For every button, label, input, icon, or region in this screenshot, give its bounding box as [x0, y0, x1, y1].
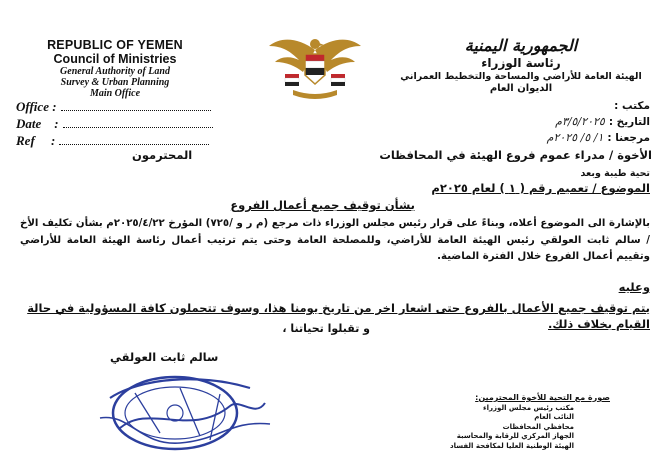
authority-name-ar: الهيئة العامة للأراضي والمساحة والتخطيط العمراني: [400, 71, 642, 82]
addressee-line: [132, 148, 652, 162]
letter-body: [20, 216, 650, 266]
office-name-en: Main Office: [89, 88, 141, 100]
ar-ref-field: [547, 130, 650, 146]
date-dots: [63, 117, 213, 128]
office-name-ar: الديوان العام: [489, 82, 553, 94]
copy-item: مكتب رئيس مجلس الوزراء: [483, 403, 574, 412]
copy-item: النائب العام: [534, 413, 574, 422]
copy-item: الهيئة الوطنية العليا لمكافحة الفساد: [450, 441, 574, 450]
reference-fields-ar: [547, 98, 650, 146]
addressee: الأخوة / مدراء عموم فروع الهيئة في المحافظات: [379, 148, 652, 162]
arabic-letterhead: [396, 36, 646, 95]
authority-name-en: General Authority of Land: [60, 66, 170, 77]
copy-item: محافظي المحافظات: [502, 422, 574, 431]
authority-name-en-2: Survey & Urban Planning: [60, 77, 170, 89]
ar-office-label: مكتب :: [614, 100, 650, 112]
ar-date-field: [547, 114, 650, 130]
ar-office-field: [547, 98, 650, 114]
office-dots: [61, 100, 211, 111]
english-letterhead: [20, 38, 210, 100]
signatory-name: سالم ثابت العولقي: [110, 350, 219, 364]
ar-date-value: ٣/٥/٢٠٢٥م: [555, 115, 605, 128]
official-seal-icon: [80, 358, 280, 458]
ref-field: Ref :: [16, 132, 213, 149]
ref-dots: [59, 134, 209, 145]
office-field: Office :: [16, 98, 213, 115]
subject-line: [431, 181, 650, 195]
country-name-ar: الجمهورية اليمنية: [464, 36, 578, 55]
council-name-en: Council of Ministries: [53, 52, 177, 66]
reference-fields-en: [16, 98, 213, 149]
therefore-heading: وعليه: [618, 280, 650, 294]
copy-item: الجهاز المركزي للرقابة والمحاسبة: [456, 432, 574, 441]
ref-label: Ref: [16, 133, 35, 148]
date-field: Date :: [16, 115, 213, 132]
copies-list: [450, 393, 610, 452]
subject-label: الموضوع / تعميم رقم ( ١ ) لعام ٢٠٢٥م: [431, 181, 650, 195]
greeting: تحية طيبة وبعد: [580, 168, 650, 179]
country-name-en: REPUBLIC OF YEMEN: [47, 38, 183, 52]
honorific: المحترمون: [132, 148, 193, 162]
copies-title: صورة مع التحية للأخوة المحترمين:: [475, 393, 610, 402]
closing-thanks: و تقبلوا تحياتنا ،: [282, 322, 370, 335]
ar-date-label: التاريخ :: [608, 116, 650, 128]
decision-text: يتم توقيف جميع الأعمال بالفروع حتى اشعار اخر من تاريخ يومنا هذا، وسوف تتحملون كافة المسؤولية في حالة القيام بخلاف ذلك.: [27, 301, 650, 331]
date-label: Date: [16, 116, 42, 131]
body-paragraph: بالإشارة الى الموضوع أعلاه، وبناءً على قرار رئيس مجلس الوزراء ذات مرجع (م ر و /٧٢٥) المؤرخ ٢٠٢٥/٤/٢٢م بشأن تكليف الأخ / سالم ثابت العولقي رئيس الهيئة العامة للأراضي، وللمصلحة العامة وحتى يتم ترتيب أعمال رئاسة الهيئة العامة للأراضي وتقييم أعمال الفروع خلال الفترة الماضية.: [20, 218, 650, 262]
office-label: Office: [16, 99, 49, 114]
subject-detail: بشأن توقيف جميع أعمال الفروع: [230, 198, 415, 212]
council-name-ar: رئاسة الوزراء: [481, 56, 561, 70]
yemen-eagle-emblem-icon: [255, 28, 375, 108]
ar-ref-label: مرجعنا :: [607, 132, 650, 144]
ar-ref-value: ١/ ٥/ ٢٠٢٥م: [546, 131, 604, 144]
